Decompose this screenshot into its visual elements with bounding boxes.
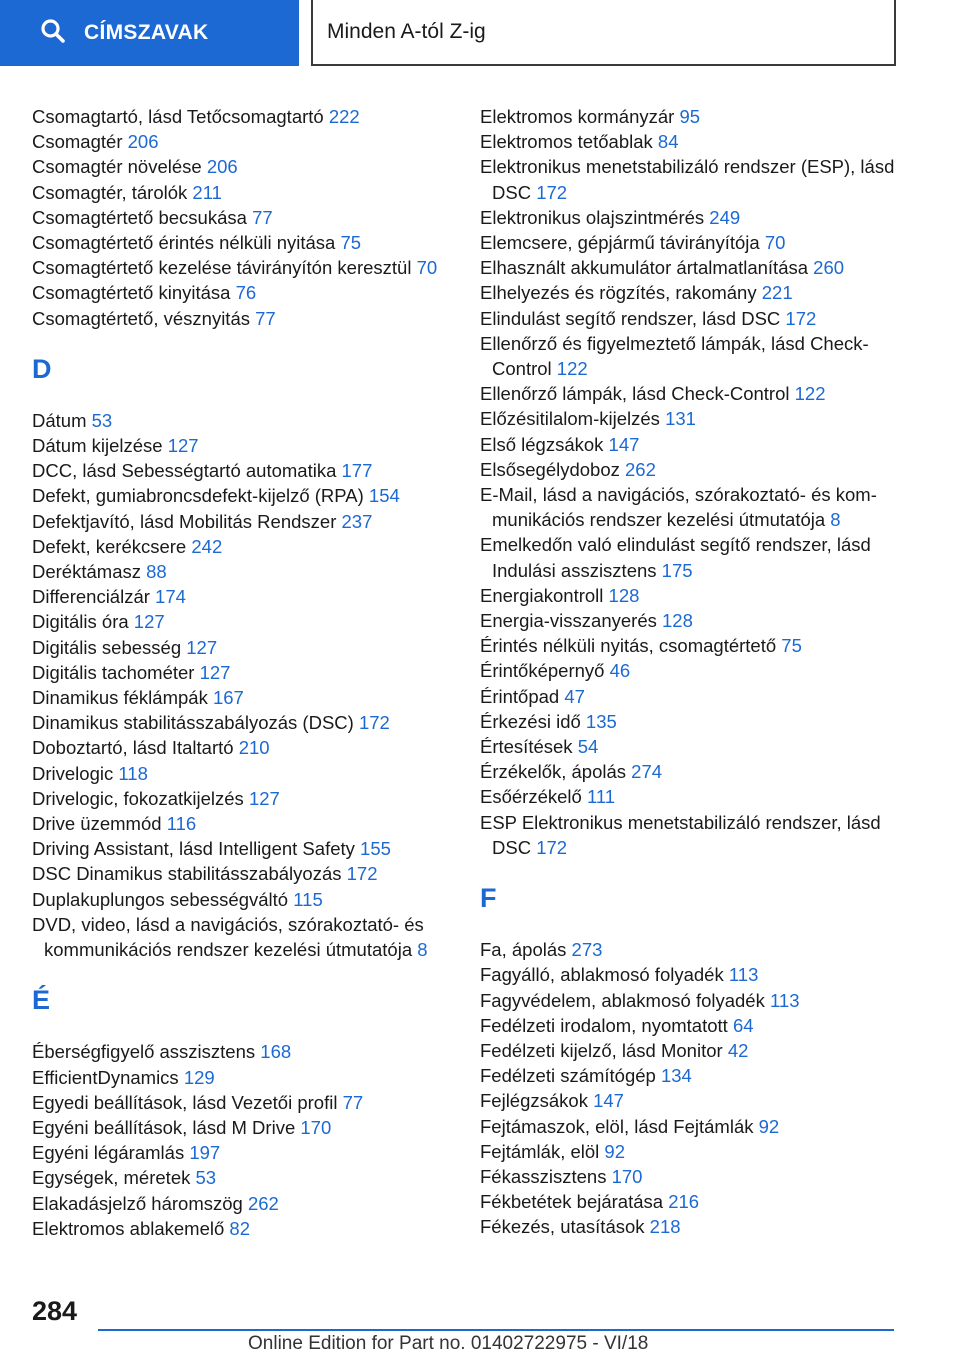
index-entry	[32, 559, 452, 584]
index-entry-text: Egyedi beállítások, lásd Vezetői profil	[32, 1091, 338, 1113]
index-entry	[480, 1063, 920, 1088]
index-entry-text: Defekt, gumiabroncsdefekt-kijelző (RPA)	[32, 485, 364, 507]
index-entry-text: Digitális tachométer	[32, 661, 195, 683]
index-entry	[480, 230, 920, 255]
index-entry	[32, 1065, 452, 1090]
index-entry-text: Energiakontroll	[480, 584, 604, 606]
index-entry-text: Egyéni légáramlás	[32, 1142, 185, 1164]
index-entry	[32, 104, 452, 129]
page-reference-link[interactable]: 76	[235, 282, 257, 304]
index-entry-text: EfficientDynamics	[32, 1066, 179, 1088]
footer-divider	[98, 1329, 894, 1331]
page-reference-link[interactable]: 262	[625, 458, 656, 480]
index-entry	[32, 458, 452, 483]
index-entry-text: Driving Assistant, lásd Intelligent Safety	[32, 838, 355, 860]
index-entry-text: Deréktámasz	[32, 561, 141, 583]
index-entry-text: Elsősegélydoboz	[480, 458, 620, 480]
index-entry	[480, 1214, 920, 1239]
index-entry	[32, 483, 452, 508]
page-reference-link[interactable]: 167	[212, 687, 244, 709]
index-entry-text: Egységek, méretek	[32, 1167, 191, 1189]
page-reference-link[interactable]: 127	[186, 636, 218, 658]
index-entry-text: Dinamikus féklámpák	[32, 687, 208, 709]
index-entry-text: Értesítések	[480, 736, 573, 758]
index-entry-text: Fejtámaszok, elöl, lásd Fejtámlák	[480, 1115, 754, 1137]
index-entry	[32, 786, 452, 811]
index-entry	[32, 1115, 452, 1140]
page-reference-link[interactable]: 84	[657, 131, 679, 153]
page-reference-link[interactable]: 115	[293, 888, 323, 910]
index-entry	[480, 734, 920, 759]
index-entry	[480, 937, 920, 962]
page-reference-link[interactable]: 127	[248, 787, 280, 809]
index-entry-text: Előzésitilalom-kijelzés	[480, 408, 660, 430]
index-entry	[32, 811, 452, 836]
page-reference-link[interactable]: 172	[536, 836, 568, 858]
index-entry	[480, 432, 920, 457]
index-entry-text: Első légzsákok	[480, 433, 604, 455]
index-entry-text: DCC, lásd Sebességtartó automatika	[32, 460, 337, 482]
index-entry	[480, 608, 920, 633]
index-entry-text: Fékbetétek bejáratása	[480, 1191, 664, 1213]
index-entry	[480, 810, 920, 860]
index-entry	[32, 129, 452, 154]
section-letter: É	[32, 985, 51, 1016]
index-entry-text: Fagyvédelem, ablakmosó folyadék	[480, 989, 765, 1011]
index-entry	[480, 457, 920, 482]
page-number: 284	[32, 1296, 78, 1326]
index-entry-text: Érintőpad	[480, 685, 560, 707]
index-entry	[480, 759, 920, 784]
index-entry-text: Fedélzeti irodalom, nyomtatott	[480, 1014, 728, 1036]
page-reference-link[interactable]: 147	[608, 433, 640, 455]
page-reference-link[interactable]: 122	[794, 383, 826, 405]
index-entry	[32, 710, 452, 735]
page-reference-link[interactable]: 92	[604, 1140, 625, 1162]
page-reference-link[interactable]: 216	[668, 1191, 700, 1213]
index-entry-text: Csomagtér növelése	[32, 156, 202, 178]
index-entry	[480, 1114, 920, 1139]
page-reference-link[interactable]: 53	[195, 1167, 217, 1189]
index-entry-text: Drive üzemmód	[32, 813, 162, 835]
index-entry	[32, 836, 452, 861]
page-reference-link[interactable]: 111	[586, 786, 616, 808]
index-entry	[480, 1139, 920, 1164]
index-entry-text: Duplakuplungos sebességváltó	[32, 888, 289, 910]
index-entry-text: Elektromos ablakemelő	[32, 1217, 225, 1239]
page-reference-link[interactable]: 46	[609, 660, 631, 682]
page-reference-link[interactable]: 128	[608, 584, 640, 606]
index-entry-text: Elektronikus olajszintmérés	[480, 206, 705, 228]
page-reference-link[interactable]: 135	[585, 710, 617, 732]
page-reference-link[interactable]: 127	[199, 661, 231, 683]
page-reference-link[interactable]: 92	[758, 1115, 780, 1137]
index-entry-text: Drivelogic, fokozatkijelzés	[32, 787, 244, 809]
index-entry-text: Csomagtértető becsukása	[32, 206, 247, 228]
page-reference-link[interactable]: 82	[229, 1217, 250, 1239]
page-reference-link[interactable]: 88	[146, 561, 167, 583]
index-entry	[32, 887, 452, 912]
index-entry-text: Elhasznált akkumulátor ártalmatlanítása	[480, 257, 809, 279]
index-entry-text: Differenciálzár	[32, 586, 150, 608]
page-reference-link[interactable]: 168	[260, 1041, 292, 1063]
index-entry-text: Defektjavító, lásd Mobilitás Rendszer	[32, 510, 337, 532]
section-letter: D	[32, 353, 52, 384]
index-entry	[480, 988, 920, 1013]
page-reference-link[interactable]: 147	[593, 1090, 624, 1112]
index-entry-text: Ellenőrző és figyelmeztető lámpák, lásd Check-Control	[480, 332, 869, 380]
index-entry-text: Elindulást segítő rendszer, lásd DSC	[480, 307, 781, 329]
page-reference-link[interactable]: 170	[300, 1116, 332, 1138]
index-entry	[32, 306, 452, 331]
index-entry	[480, 406, 920, 431]
index-column-right	[480, 104, 920, 1240]
page-reference-link[interactable]: 77	[255, 307, 276, 329]
index-entry	[480, 709, 920, 734]
page-reference-link[interactable]: 8	[830, 509, 841, 531]
index-entry-text: Elektromos tetőablak	[480, 131, 653, 153]
index-entry	[32, 735, 452, 760]
index-entry	[32, 1039, 452, 1064]
page-reference-link[interactable]: 42	[727, 1039, 749, 1061]
page-reference-link[interactable]: 47	[564, 685, 585, 707]
index-entry-text: Digitális óra	[32, 611, 129, 633]
index-entry-text: Fagyálló, ablakmosó folyadék	[480, 964, 724, 986]
index-entry	[480, 154, 920, 204]
page-reference-link[interactable]: 172	[536, 181, 568, 203]
index-entry	[480, 331, 920, 381]
index-entry-text: DVD, video, lásd a navigációs, szórakoztató- és kommunikációs rendszer kezelési útmutatója	[32, 913, 424, 961]
index-entry-text: Fejtámlák, elöl	[480, 1140, 600, 1162]
page-reference-link[interactable]: 249	[709, 206, 741, 228]
index-entry	[32, 280, 452, 305]
index-entry	[32, 584, 452, 609]
section-letter: F	[480, 883, 497, 914]
page-reference-link[interactable]: 95	[679, 106, 701, 127]
index-entry-text: Dinamikus stabilitásszabályozás (DSC)	[32, 712, 354, 734]
index-entry-text: Csomagtértető, vésznyitás	[32, 307, 250, 329]
page-reference-link[interactable]: 154	[368, 485, 400, 507]
index-entry-text: Emelkedőn való elindulást segítő rendszer, lásd Indulási asszisztens	[480, 534, 871, 581]
index-entry-text: Elakadásjelző háromszög	[32, 1192, 243, 1214]
index-entry-text: Érkezési idő	[480, 710, 581, 732]
index-entry-text: Doboztartó, lásd Italtartó	[32, 737, 234, 759]
page-reference-link[interactable]: 77	[252, 206, 273, 228]
index-entry-text: Egyéni beállítások, lásd M Drive	[32, 1116, 296, 1138]
index-entry	[480, 1013, 920, 1038]
page-reference-link[interactable]: 174	[155, 586, 186, 608]
index-entry-text: DSC Dinamikus stabilitásszabályozás	[32, 863, 342, 885]
index-entry-text: Ellenőrző lámpák, lásd Check-Control	[480, 383, 790, 405]
index-entry	[480, 1088, 920, 1113]
index-entry	[32, 1216, 452, 1241]
index-entry	[480, 205, 920, 230]
index-entry-text: Esőérzékelő	[480, 786, 582, 808]
page-reference-link[interactable]: 64	[732, 1014, 754, 1036]
top-navigation	[0, 0, 960, 66]
index-entry	[480, 532, 920, 582]
page-reference-link[interactable]: 113	[728, 964, 759, 986]
index-entry	[32, 205, 452, 230]
page-reference-link[interactable]: 113	[770, 989, 800, 1011]
index-entry-text: Csomagtértető érintés nélküli nyitása	[32, 232, 336, 254]
index-entry	[32, 154, 452, 179]
page-reference-link[interactable]: 210	[238, 737, 270, 759]
index-entry-text: Fedélzeti kijelző, lásd Monitor	[480, 1039, 723, 1061]
index-entry	[480, 1164, 920, 1189]
tab-a-to-z[interactable]	[311, 0, 896, 66]
index-entry-text: Digitális sebesség	[32, 636, 182, 658]
page-reference-link[interactable]: 197	[189, 1142, 221, 1164]
page-reference-link[interactable]: 75	[781, 635, 802, 657]
page-reference-link[interactable]: 129	[183, 1066, 215, 1088]
page-reference-link[interactable]: 172	[785, 307, 817, 329]
page-reference-link[interactable]: 122	[556, 358, 588, 380]
index-entry	[480, 962, 920, 987]
page-reference-link[interactable]: 53	[91, 409, 113, 431]
index-entry	[32, 660, 452, 685]
index-entry-text: ESP Elektronikus menetstabilizáló rendszer, lásd DSC	[480, 811, 881, 858]
index-entry-text: Érintés nélküli nyitás, csomagtértető	[480, 635, 777, 657]
index-entry-text: Fékasszisztens	[480, 1165, 607, 1187]
index-entry	[480, 306, 920, 331]
page-reference-link[interactable]: 127	[167, 435, 199, 457]
tab-keywords[interactable]	[0, 0, 299, 66]
index-entry	[480, 104, 920, 129]
index-entry-text: Drivelogic	[32, 762, 114, 784]
index-entry-text: Csomagtér	[32, 131, 123, 153]
index-entry-text: Éberségfigyelő asszisztens	[32, 1041, 256, 1063]
edition-footer: Online Edition for Part no. 01402722975 - VI/18	[248, 1333, 649, 1354]
index-entry	[32, 609, 452, 634]
index-entry	[32, 1090, 452, 1115]
index-entry-text: Érintőképernyő	[480, 660, 605, 682]
index-entry	[480, 255, 920, 280]
index-entry	[480, 482, 920, 532]
page-reference-link[interactable]: 211	[192, 181, 222, 203]
index-entry	[32, 761, 452, 786]
page-reference-link[interactable]: 128	[662, 610, 693, 632]
index-entry-text: Csomagtértető kezelése távirányítón keresztül	[32, 257, 412, 279]
index-entry	[32, 1191, 452, 1216]
index-entry	[32, 534, 452, 559]
page-reference-link[interactable]: 116	[166, 813, 197, 835]
index-entry	[480, 784, 920, 809]
index-entry-text: Fa, ápolás	[480, 939, 567, 961]
index-entry-text: Dátum kijelzése	[32, 435, 163, 457]
index-entry	[32, 509, 452, 534]
search-icon	[40, 18, 66, 49]
page-reference-link[interactable]: 172	[346, 863, 378, 885]
page-reference-link[interactable]: 70	[764, 232, 786, 254]
index-entry	[32, 635, 452, 660]
index-entry	[480, 1189, 920, 1214]
page-reference-link[interactable]: 77	[342, 1091, 364, 1113]
index-entry	[32, 1165, 452, 1190]
index-entry-text: Csomagtértető kinyitása	[32, 282, 231, 304]
page-reference-link[interactable]: 237	[341, 510, 373, 532]
index-entry	[480, 583, 920, 608]
index-entry-text: Defekt, kerékcsere	[32, 535, 187, 557]
page-reference-link[interactable]: 127	[133, 611, 165, 633]
page-reference-link[interactable]: 206	[127, 131, 159, 153]
page-reference-link[interactable]: 262	[247, 1192, 279, 1214]
index-entry	[32, 861, 452, 886]
page-reference-link[interactable]: 70	[416, 257, 438, 279]
index-entry	[32, 230, 452, 255]
page-reference-link[interactable]: 172	[358, 712, 390, 734]
index-entry-text: Dátum	[32, 409, 87, 431]
page-reference-link[interactable]: 118	[118, 762, 148, 784]
index-entry-text: Fékezés, utasítások	[480, 1216, 645, 1238]
index-entry	[32, 1140, 452, 1165]
index-entry	[32, 408, 452, 433]
index-entry	[480, 381, 920, 406]
index-entry-text: Elektronikus menetstabilizáló rendszer (ESP), lásd DSC	[480, 156, 895, 203]
page-reference-link[interactable]: 222	[328, 106, 360, 127]
page-reference-link[interactable]: 134	[660, 1065, 692, 1087]
index-entry-text: Érzékelők, ápolás	[480, 761, 627, 783]
tab-keywords-label: CÍMSZAVAK	[84, 21, 209, 44]
index-entry	[480, 280, 920, 305]
index-entry-text: Csomagtér, tárolók	[32, 181, 188, 203]
page-reference-link[interactable]: 170	[611, 1165, 643, 1187]
page-reference-link[interactable]: 75	[340, 232, 362, 254]
index-entry-text: Fedélzeti számítógép	[480, 1065, 656, 1087]
index-entry-text: Energia-visszanyerés	[480, 610, 657, 632]
index-column-left	[32, 104, 452, 1241]
index-entry-text: Elhelyezés és rögzítés, rakomány	[480, 282, 757, 304]
page-reference-link[interactable]: 218	[649, 1216, 681, 1238]
index-entry	[32, 255, 452, 280]
tab-a-to-z-label: Minden A-tól Z-ig	[327, 20, 486, 43]
index-entry	[480, 633, 920, 658]
page-reference-link[interactable]: 260	[813, 257, 845, 279]
page-reference-link[interactable]: 206	[206, 156, 238, 178]
index-entry	[480, 684, 920, 709]
index-entry-text: Elektromos kormányzár	[480, 106, 675, 127]
index-entry	[32, 433, 452, 458]
index-entry	[32, 912, 452, 962]
index-entry	[480, 658, 920, 683]
page-reference-link[interactable]: 242	[191, 535, 223, 557]
index-entry-text: Fejlégzsákok	[480, 1090, 588, 1112]
page-reference-link[interactable]: 274	[631, 761, 663, 783]
page-reference-link[interactable]: 177	[341, 460, 373, 482]
index-entry-text: Csomagtartó, lásd Tetőcsomagtartó	[32, 106, 324, 127]
page-reference-link[interactable]: 155	[360, 838, 391, 860]
index-entry	[32, 180, 452, 205]
page-reference-link[interactable]: 8	[417, 939, 428, 961]
index-entry-text: E-Mail, lásd a navigációs, szórakoztató- és kommunikációs rendszer kezelési útmutatója	[480, 484, 877, 531]
index-entry	[32, 685, 452, 710]
index-entry	[480, 129, 920, 154]
page-reference-link[interactable]: 54	[577, 736, 599, 758]
index-entry-text: Elemcsere, gépjármű távirányítója	[480, 232, 760, 254]
page-reference-link[interactable]: 175	[661, 559, 693, 581]
page-reference-link[interactable]: 221	[761, 282, 793, 304]
index-entry	[480, 1038, 920, 1063]
page-reference-link[interactable]: 131	[665, 408, 696, 430]
page-reference-link[interactable]: 273	[571, 939, 603, 961]
